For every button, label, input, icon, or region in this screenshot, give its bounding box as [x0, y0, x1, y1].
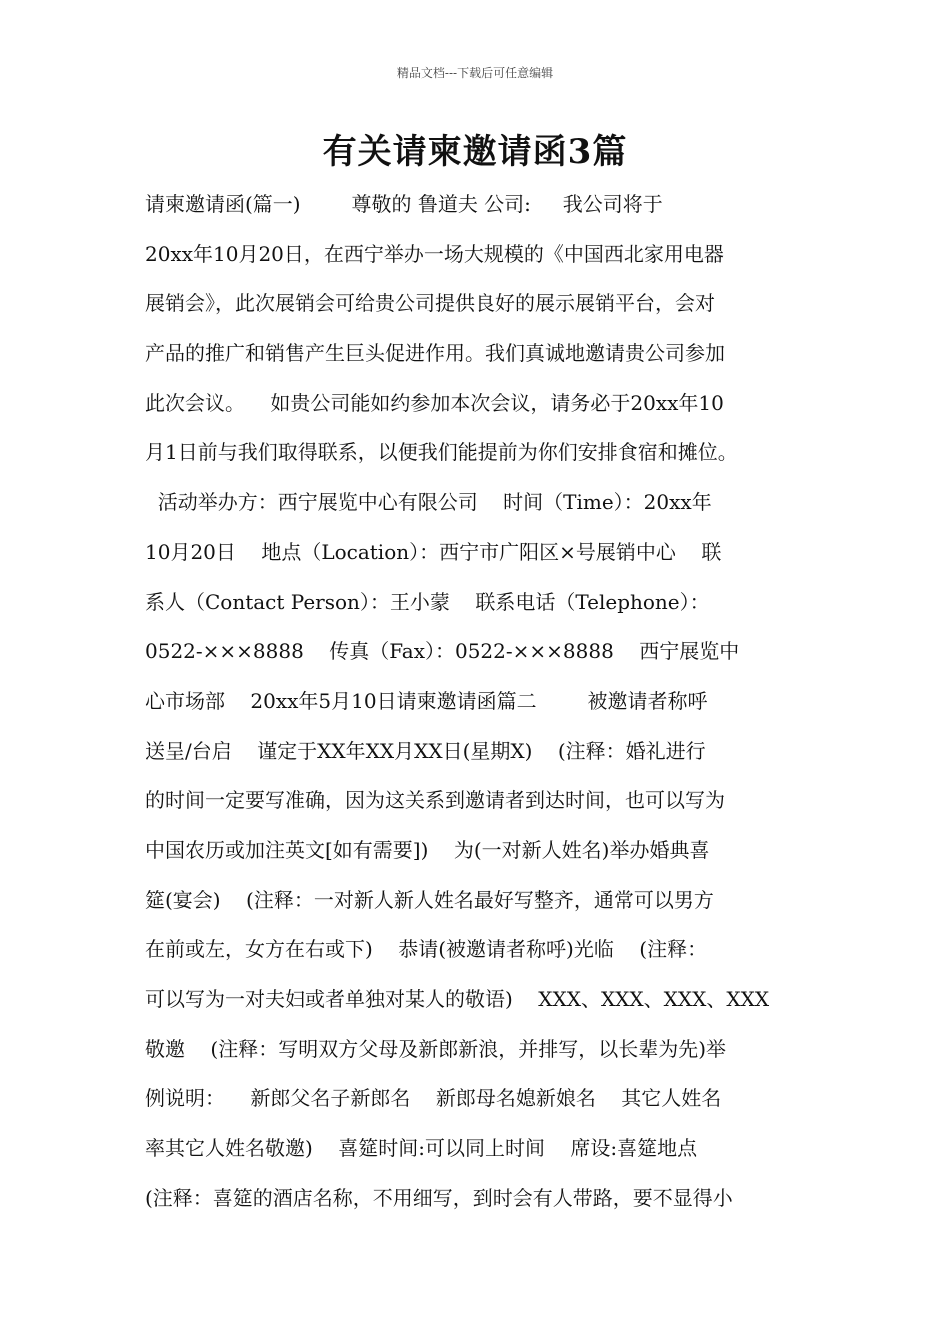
body-line: 系人（Contact Person）：王小蒙 联系电话（Telephone）： — [145, 589, 710, 614]
body-line: 的时间一定要写准确，因为这关系到邀请者到达时间，也可以写为 — [145, 788, 725, 813]
body-line: 心市场部 20xx年5月10日请柬邀请函篇二 被邀请者称呼 — [145, 688, 708, 713]
body-line: 月1日前与我们取得联系，以便我们能提前为你们安排食宿和摊位。 — [145, 440, 738, 465]
body-line: 中国农历或加注英文[如有需要]) 为(一对新人姓名)举办婚典喜 — [145, 837, 710, 862]
body-line: 敬邀 (注释：写明双方父母及新郎新浪，并排写，以长辈为先)举 — [145, 1036, 727, 1061]
document-body — [145, 180, 820, 1223]
document-title: 有关请柬邀请函3篇 — [322, 132, 628, 172]
body-line: 产品的推广和销售产生巨头促进作用。我们真诚地邀请贵公司参加 — [145, 341, 725, 366]
body-line: 活动举办方：西宁展览中心有限公司 时间（Time）：20xx年 — [145, 490, 712, 515]
page-header: 精品文档---下载后可任意编辑 — [396, 66, 554, 80]
body-line: 此次会议。 如贵公司能如约参加本次会议，请务必于20xx年10 — [145, 390, 724, 415]
body-line: (注释：喜筵的酒店名称，不用细写，到时会有人带路，要不显得小 — [145, 1185, 733, 1210]
body-line: 例说明： 新郎父名子新郎名 新郎母名媳新娘名 其它人姓名 — [145, 1086, 722, 1111]
body-line: 率其它人姓名敬邀) 喜筵时间:可以同上时间 席设:喜筵地点 — [145, 1136, 698, 1161]
body-line: 在前或左，女方在右或下) 恭请(被邀请者称呼)光临 (注释： — [145, 937, 708, 962]
body-line: 10月20日 地点（Location）：西宁市广阳区×号展销中心 联 — [145, 539, 722, 564]
body-line: 可以写为一对夫妇或者单独对某人的敬语) XXX、XXX、XXX、XXX — [145, 987, 770, 1011]
body-line: 送呈/台启 谨定于XX年XX月XX日(星期X) (注释：婚礼进行 — [145, 738, 706, 763]
body-line: 请柬邀请函(篇一) 尊敬的 鲁道夫 公司: 我公司将于 — [145, 192, 663, 216]
body-line: 展销会》，此次展销会可给贵公司提供良好的展示展销平台，会对 — [145, 291, 715, 316]
body-line: 20xx年10月20日，在西宁举办一场大规模的《中国西北家用电器 — [145, 241, 724, 266]
body-line: 筵(宴会) (注释：一对新人新人姓名最好写整齐，通常可以男方 — [145, 887, 714, 912]
body-line: 0522-×××8888 传真（Fax）：0522-×××8888 西宁展览中 — [145, 639, 740, 664]
